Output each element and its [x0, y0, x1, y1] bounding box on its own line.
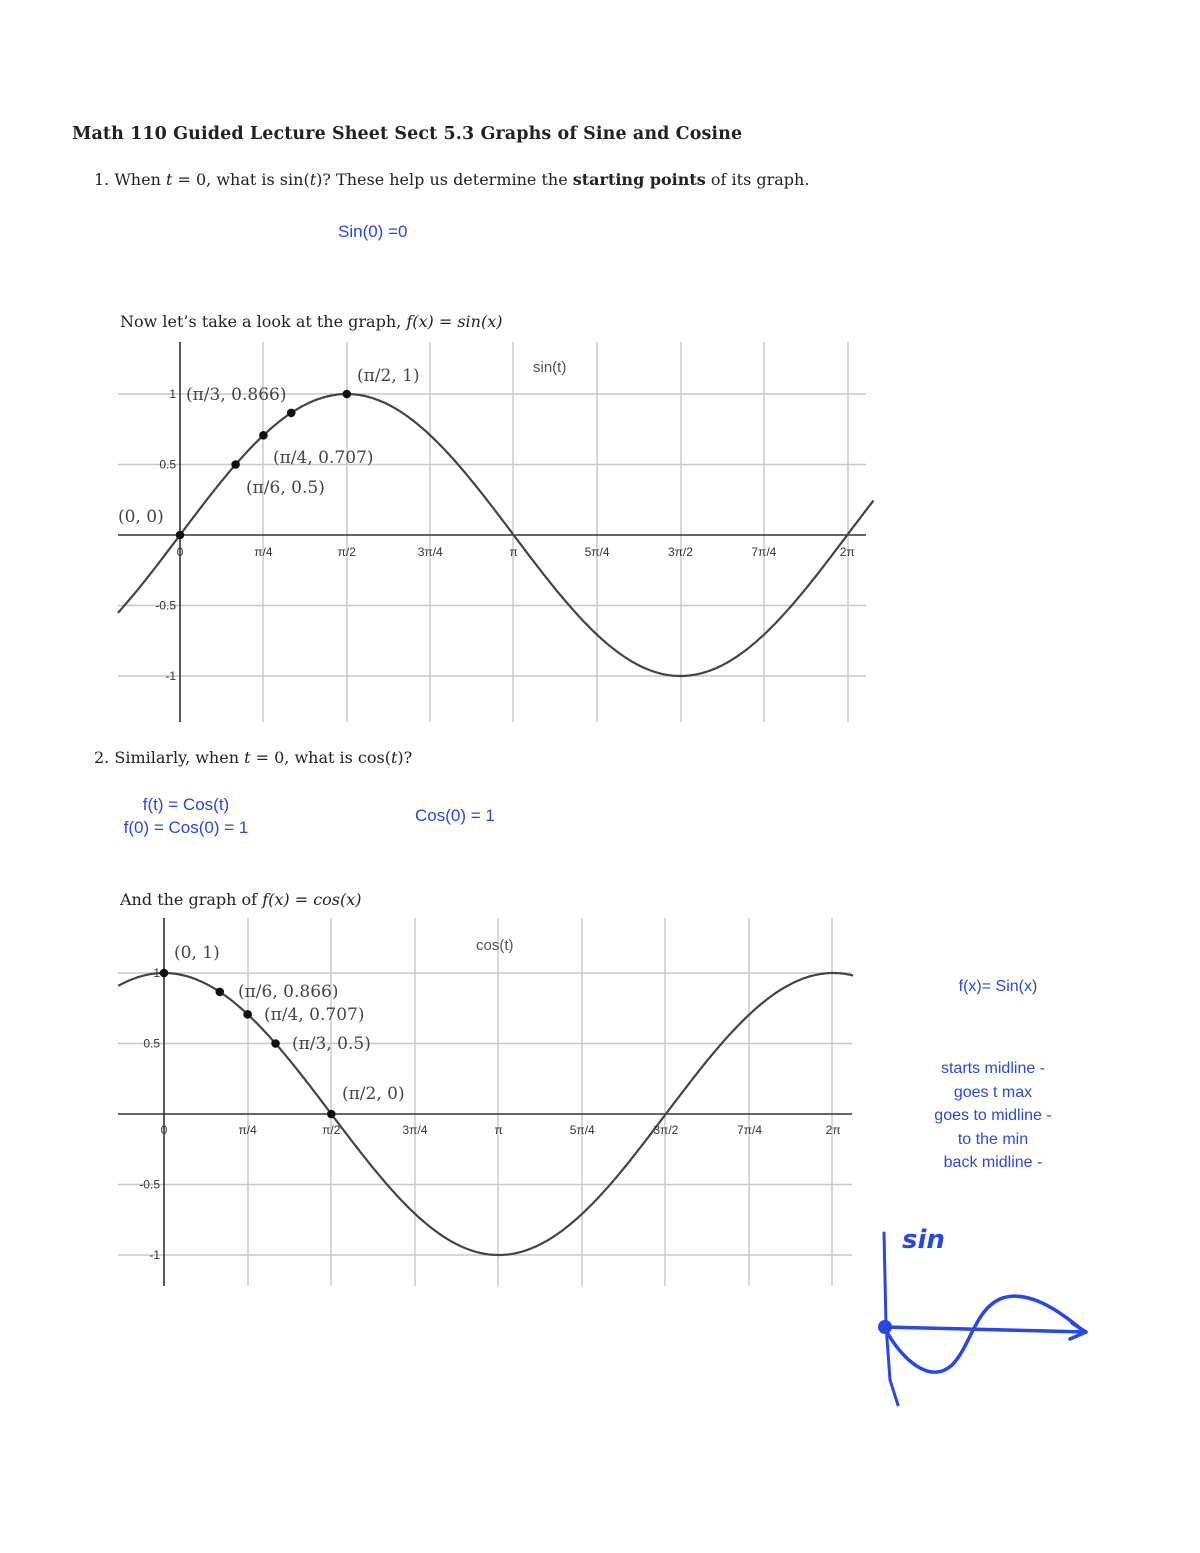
point-label: (0, 1) [174, 943, 220, 963]
graph-1-intro-fn: f(x) = sin(x) [406, 312, 503, 331]
sketch-label: sin [902, 1225, 945, 1255]
question-1-var-t-2: t [309, 170, 317, 189]
point-label: (π/3, 0.866) [186, 385, 287, 405]
x-tick-label: 0 [160, 1123, 168, 1137]
y-tick-label: -0.5 [155, 598, 176, 613]
answer-2: Cos(0) = 1 [415, 806, 495, 825]
x-tick-label: π/2 [337, 545, 356, 559]
question-1-text-a: When [114, 170, 166, 189]
answer-1: Sin(0) =0 [338, 222, 408, 241]
question-1-bold: starting points [572, 170, 706, 189]
y-tick-label: 0.5 [143, 1036, 160, 1051]
x-tick-label: π [494, 1123, 503, 1137]
question-1-text-c: )? These help us determine the [316, 170, 573, 189]
graph-2-intro-fn: f(x) = cos(x) [262, 890, 362, 909]
x-tick-label: 2π [839, 545, 855, 559]
y-tick-label: 0.5 [159, 457, 176, 472]
data-point [160, 969, 169, 978]
x-tick-label: 3π/4 [402, 1123, 428, 1137]
y-tick-label: -1 [149, 1248, 160, 1262]
side-note-line: back midline - [943, 1154, 1043, 1171]
y-tick-label: -0.5 [139, 1177, 160, 1192]
x-tick-label: π [509, 545, 518, 559]
data-point [327, 1110, 336, 1119]
chart-title: sin(t) [533, 359, 567, 376]
x-tick-label: 2π [825, 1123, 841, 1137]
side-note-line: starts midline - [940, 1060, 1046, 1077]
question-2-text-c: )? [397, 748, 413, 767]
page-title: Math 110 Guided Lecture Sheet Sect 5.3 Graphs of Sine and Cosine [72, 124, 743, 144]
point-label: (π/6, 0.5) [246, 478, 325, 498]
x-tick-label: 3π/2 [653, 1123, 679, 1137]
point-label: (π/4, 0.707) [273, 448, 374, 468]
x-tick-label: 3π/4 [417, 545, 443, 559]
point-label: (π/6, 0.866) [238, 982, 339, 1002]
point-label: (π/4, 0.707) [264, 1005, 365, 1025]
point-label: (0, 0) [118, 507, 164, 527]
side-note-line: to the min [957, 1130, 1029, 1148]
data-point [243, 1010, 252, 1019]
question-1-var-t: t [165, 170, 173, 189]
chart-title: cos(t) [476, 937, 514, 954]
side-note-function: f(x)= Sin(x) [958, 978, 1038, 995]
question-2-var-t: t [244, 748, 251, 767]
graph-2-intro-text: And the graph of [120, 890, 263, 909]
x-tick-label: 7π/4 [737, 1123, 763, 1137]
point-label: (π/3, 0.5) [292, 1034, 371, 1054]
question-1-text-d: of its graph. [705, 170, 810, 189]
question-1-number: 1. [94, 170, 110, 189]
question-2-text-a: Similarly, when [114, 748, 245, 767]
graph-1-intro-text: Now let’s take a look at the graph, [120, 312, 407, 331]
y-tick-label: -1 [165, 669, 176, 683]
question-2-number: 2. [94, 748, 110, 767]
point-label: (π/2, 1) [357, 366, 420, 386]
y-tick-label: 1 [153, 966, 160, 980]
question-1-text-b: = 0, what is sin( [172, 170, 310, 189]
x-tick-label: π/2 [322, 1123, 341, 1137]
question-2-var-t-2: t [390, 748, 398, 767]
point-label: (π/2, 0) [342, 1084, 405, 1104]
x-tick-label: 0 [176, 545, 184, 559]
data-point [215, 988, 224, 997]
x-tick-label: 5π/4 [584, 545, 610, 559]
x-tick-label: 5π/4 [569, 1123, 595, 1137]
question-2-text-b: = 0, what is cos( [250, 748, 391, 767]
data-point [271, 1039, 280, 1048]
x-tick-label: π/4 [238, 1123, 257, 1137]
x-tick-label: π/4 [254, 545, 273, 559]
x-tick-label: 7π/4 [751, 545, 777, 559]
side-note-line: goes to midline - [934, 1107, 1052, 1124]
y-tick-label: 1 [169, 387, 176, 401]
x-tick-label: 3π/2 [667, 545, 693, 559]
side-note-line: goes t max [953, 1083, 1033, 1101]
answer-2-line-1: f(t) = Cos(t) [142, 795, 230, 814]
answer-2-line-2: f(0) = Cos(0) = 1 [123, 818, 249, 837]
